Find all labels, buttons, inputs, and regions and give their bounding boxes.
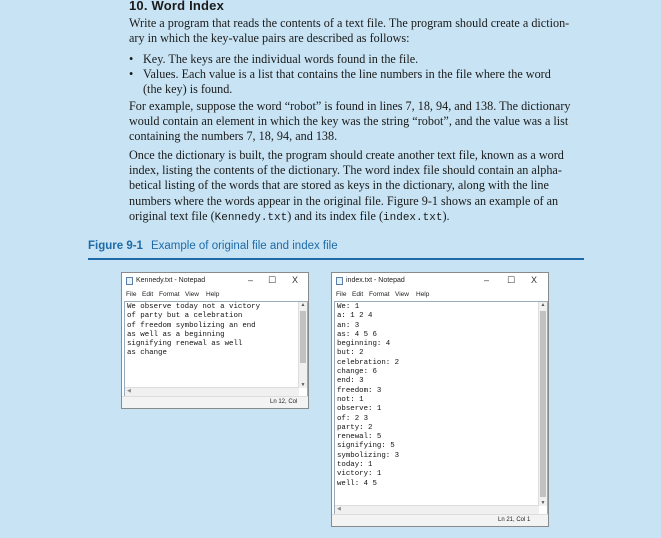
once-line-3: betical listing of the words that are stored as keys in the dictionary, along with the line (129, 178, 549, 193)
index-text-area[interactable] (334, 301, 548, 515)
scroll-left-icon[interactable]: ◀ (337, 506, 341, 512)
index-text-line: renewal: 5 (337, 433, 382, 442)
once-line-2: index, listing the contents of the dictionary. The word index file should contain an alpha- (129, 163, 562, 178)
index-text-content (335, 302, 547, 489)
index-text-line: a: 1 2 4 (337, 312, 373, 321)
index-text-line: change: 6 (337, 368, 377, 377)
scroll-thumb[interactable] (300, 311, 306, 363)
menu-file[interactable]: File (336, 291, 347, 298)
index-text-line: beginning: 4 (337, 340, 391, 349)
bullet-key-text: Key. The keys are the individual words found in the file. (143, 52, 419, 66)
index-text-line: freedom: 3 (337, 386, 382, 395)
once-line-1: Once the dictionary is built, the program should create another text file, known as a word (129, 148, 564, 162)
kennedy-text-line: of freedom symbolizing an end (127, 321, 256, 330)
once-line-5-part-b: ) and its index file ( (287, 208, 384, 223)
menu-format[interactable]: Format (369, 291, 390, 298)
notepad-icon (336, 277, 343, 285)
index-statusbar (332, 514, 548, 526)
scroll-down-icon[interactable]: ▼ (540, 500, 546, 506)
index-notepad-window[interactable] (331, 272, 549, 527)
once-line-5-part-a: original text file ( (129, 208, 215, 223)
figure-rule (88, 258, 584, 260)
menu-format[interactable]: Format (159, 291, 180, 298)
index-text-line: not: 1 (337, 395, 364, 404)
index-text-line: observe: 1 (337, 405, 382, 414)
index-text-line: celebration: 2 (337, 358, 400, 367)
index-window-title: index.txt - Notepad (346, 277, 405, 284)
bullet-values-line-1: Values. Each value is a list that contains the line numbers in the file where the word (143, 67, 551, 81)
menu-view[interactable]: View (395, 291, 409, 298)
bullet-values-text (143, 67, 585, 97)
index-status-position: Ln 21, Col 1 (498, 517, 531, 523)
close-button[interactable]: X (292, 275, 299, 285)
figure-number: Figure 9-1 (88, 240, 143, 252)
vertical-scrollbar[interactable] (538, 302, 547, 506)
index-text-line: an: 3 (337, 321, 360, 330)
notepad-icon (126, 277, 133, 285)
bullet-dot: • (129, 67, 134, 81)
index-text-line: as: 4 5 6 (337, 330, 377, 339)
menu-edit[interactable]: Edit (142, 291, 154, 298)
kennedy-menubar (122, 289, 308, 301)
intro-paragraph (129, 16, 585, 46)
once-line-5-part-c: ). (442, 208, 450, 223)
example-line-1: For example, suppose the word “robot” is found in lines 7, 18, 94, and 138. The dictionary (129, 99, 571, 113)
vertical-scrollbar[interactable] (298, 302, 307, 388)
example-line-3: containing the numbers 7, 18, 94, and 138. (129, 129, 338, 144)
minimize-button[interactable]: – (484, 275, 490, 285)
example-paragraph (129, 99, 585, 145)
menu-file[interactable]: File (126, 291, 137, 298)
menu-edit[interactable]: Edit (352, 291, 364, 298)
bullet-dot: • (129, 52, 134, 66)
kennedy-text-line: signifying renewal as well (127, 340, 243, 349)
index-text-line: today: 1 (337, 461, 373, 470)
intro-line-2: ary in which the key-value pairs are described as follows: (129, 31, 410, 46)
menu-help[interactable]: Help (206, 291, 220, 298)
example-line-2: would contain an element in which the key was the string “robot”, and the value was a list (129, 114, 569, 129)
index-text-line: of: 2 3 (337, 414, 369, 423)
menu-view[interactable]: View (185, 291, 199, 298)
index-text-line: victory: 1 (337, 470, 382, 479)
scroll-up-icon[interactable]: ▲ (300, 302, 306, 308)
maximize-button[interactable]: ☐ (268, 275, 277, 285)
kennedy-text-content (125, 302, 307, 359)
figure-caption (88, 240, 338, 252)
index-text-line: signifying: 5 (337, 442, 395, 451)
figure-caption-text: Example of original file and index file (150, 240, 338, 252)
kennedy-text-line: of party but a celebration (127, 312, 243, 321)
section-heading: 10. Word Index (129, 0, 225, 13)
horizontal-scrollbar[interactable] (125, 387, 299, 396)
kennedy-notepad-window[interactable] (121, 272, 309, 409)
index-text-line: symbolizing: 3 (337, 451, 400, 460)
intro-line-1: Write a program that reads the contents of a text file. The program should create a diction- (129, 16, 570, 30)
close-button[interactable]: X (531, 275, 538, 285)
once-line-4: numbers where the words appear in the original file. Figure 9-1 shows an example of an (129, 193, 559, 208)
kennedy-text-line: as well as a beginning (127, 330, 225, 339)
kennedy-text-line: We observe today not a victory (127, 303, 261, 311)
kennedy-status-position: Ln 12, Col (270, 399, 298, 405)
bullet-values-line-2: (the key) is found. (143, 82, 233, 97)
horizontal-scrollbar[interactable] (335, 505, 539, 514)
minimize-button[interactable]: – (248, 275, 254, 285)
kennedy-text-line: as change (127, 349, 167, 358)
kennedy-text-area[interactable] (124, 301, 308, 397)
index-text-line: but: 2 (337, 349, 364, 358)
once-line-5 (129, 209, 585, 226)
scroll-down-icon[interactable]: ▼ (300, 382, 306, 388)
index-titlebar[interactable] (332, 273, 548, 289)
index-text-line: end: 3 (337, 377, 364, 386)
once-paragraph (129, 148, 585, 226)
scroll-left-icon[interactable]: ◀ (127, 388, 131, 394)
index-text-line: well: 4 5 (337, 479, 377, 488)
filename-index: index.txt (383, 211, 443, 224)
kennedy-titlebar[interactable] (122, 273, 308, 289)
index-text-line: party: 2 (337, 423, 373, 432)
filename-kennedy: Kennedy.txt (214, 211, 288, 224)
kennedy-statusbar (122, 396, 308, 408)
scroll-thumb[interactable] (540, 311, 546, 497)
maximize-button[interactable]: ☐ (507, 275, 516, 285)
menu-help[interactable]: Help (416, 291, 430, 298)
scroll-up-icon[interactable]: ▲ (540, 302, 546, 308)
kennedy-window-title: Kennedy.txt - Notepad (136, 277, 206, 284)
index-menubar (332, 289, 548, 301)
index-text-line: We: 1 (337, 303, 360, 311)
